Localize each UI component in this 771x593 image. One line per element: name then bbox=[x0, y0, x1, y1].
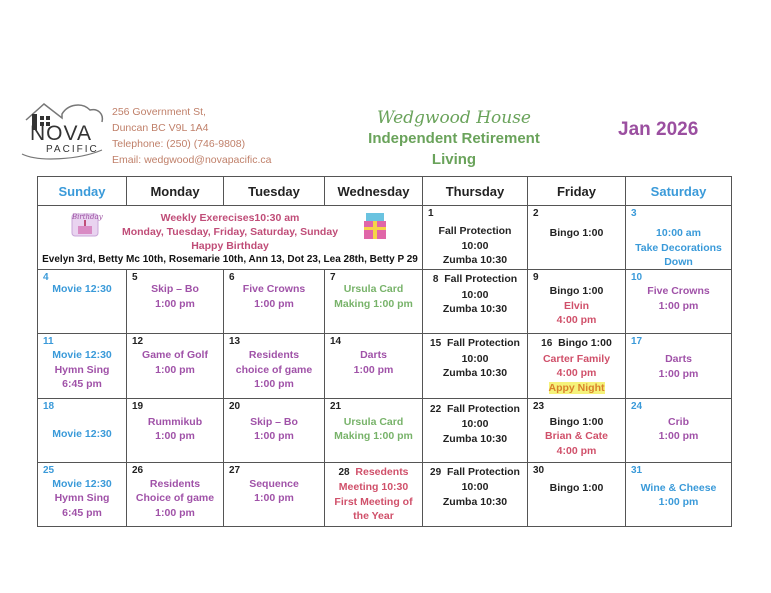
weekly-exercise-line2: Monday, Tuesday, Friday, Saturday, Sunday bbox=[121, 226, 339, 239]
event-line bbox=[423, 465, 527, 481]
email: Email: wedgwood@novapacific.ca bbox=[112, 154, 272, 166]
day-cell-27 bbox=[224, 462, 325, 526]
event-line: Movie 12:30 bbox=[52, 349, 112, 362]
day-number: 16 bbox=[541, 338, 553, 350]
day-number: 8 bbox=[432, 274, 439, 286]
event-line: Brian & Cate bbox=[544, 430, 608, 443]
event-line: Ursula Card bbox=[343, 283, 404, 296]
event-line: 1:00 pm bbox=[353, 363, 394, 376]
event-line: Zumba 10:30 bbox=[442, 303, 508, 316]
day-cell-2 bbox=[528, 206, 626, 270]
day-cell-23 bbox=[528, 398, 626, 462]
day-number: 3 bbox=[631, 208, 637, 220]
event-line: Elvin bbox=[563, 299, 590, 312]
header-friday: Friday bbox=[528, 177, 626, 206]
day-cell-11 bbox=[38, 334, 127, 398]
birthday-list: Evelyn 3rd, Betty Mc 10th, Rosemarie 10th, Ann 13, Dot 23, Lea 28th, Betty P 29 bbox=[42, 254, 418, 266]
event-line: Ursula Card bbox=[343, 415, 404, 428]
event-line: Meeting 10:30 bbox=[338, 481, 409, 494]
day-cell-8 bbox=[423, 270, 528, 334]
event-line: Making 1:00 pm bbox=[334, 430, 413, 443]
day-number: 19 bbox=[132, 400, 144, 412]
event-line: Making 1:00 pm bbox=[334, 297, 413, 310]
event-line: 1:00 pm bbox=[254, 378, 294, 391]
event-line: Zumba 10:30 bbox=[442, 432, 508, 445]
day-cell-5 bbox=[127, 270, 224, 334]
weekly-exercise-text bbox=[38, 211, 422, 253]
event-line: 1:00 pm bbox=[254, 297, 294, 310]
residence-name: Wedgwood House bbox=[376, 108, 531, 128]
event-line: Bingo 1:00 bbox=[549, 285, 604, 298]
day-cell-4 bbox=[38, 270, 127, 334]
header-thursday: Thursday bbox=[423, 177, 528, 206]
day-cell-20 bbox=[224, 398, 325, 462]
event-line: Zumba 10:30 bbox=[442, 254, 508, 267]
event-line: Bingo 1:00 bbox=[558, 337, 612, 350]
day-cell-3 bbox=[626, 206, 732, 270]
event-line: Fall Protection bbox=[447, 337, 520, 350]
event-line: Zumba 10:30 bbox=[442, 495, 508, 508]
event-line: Zumba 10:30 bbox=[442, 367, 508, 380]
event-line: Bingo 1:00 bbox=[549, 415, 604, 428]
day-number: 27 bbox=[229, 464, 241, 476]
event-line: Residents bbox=[248, 349, 300, 362]
day-cell-28 bbox=[325, 462, 423, 526]
day-number: 7 bbox=[330, 272, 336, 284]
day-number: 23 bbox=[533, 400, 545, 412]
event-line: 1:00 pm bbox=[254, 430, 294, 443]
contact-info bbox=[112, 104, 272, 168]
day-cell-24 bbox=[626, 398, 732, 462]
day-number: 24 bbox=[631, 400, 643, 412]
event-line: 10:00 bbox=[461, 481, 489, 494]
day-cell-18 bbox=[38, 398, 127, 462]
day-number: 9 bbox=[533, 272, 539, 284]
day-cell-15 bbox=[423, 334, 528, 398]
event-line: 6:45 pm bbox=[62, 506, 102, 519]
event-line bbox=[423, 402, 527, 418]
event-line: 10:00 bbox=[461, 239, 489, 252]
appy-night-highlight: Appy Night bbox=[548, 381, 605, 394]
event-line: Hymn Sing bbox=[54, 363, 110, 376]
event-line: 1:00 pm bbox=[155, 297, 195, 310]
event-line: 1:00 pm bbox=[155, 363, 195, 376]
event-line: 1:00 pm bbox=[658, 367, 699, 380]
event-line: 10:00 am bbox=[656, 227, 701, 240]
day-cell-1 bbox=[423, 206, 528, 270]
event-line: Darts bbox=[665, 353, 692, 366]
day-number: 31 bbox=[631, 464, 643, 476]
event-line: 1:00 pm bbox=[658, 496, 699, 509]
event-line: Take Decorations bbox=[635, 241, 722, 254]
day-cell-17 bbox=[626, 334, 732, 398]
event-line: Skip – Bo bbox=[250, 415, 298, 428]
day-number: 26 bbox=[132, 464, 144, 476]
event-line: Five Crowns bbox=[242, 283, 306, 296]
day-cell-30 bbox=[528, 462, 626, 526]
event-line: Hymn Sing bbox=[54, 492, 110, 505]
day-number: 29 bbox=[430, 466, 442, 478]
event-line: Movie 12:30 bbox=[52, 477, 112, 490]
event-line: 10:00 bbox=[461, 352, 489, 365]
address-line2: Duncan BC V9L 1A4 bbox=[112, 122, 209, 134]
event-line: Crib bbox=[668, 415, 689, 428]
residence-type-line2: Living bbox=[431, 151, 477, 168]
header-monday: Monday bbox=[127, 177, 224, 206]
event-line: 6:45 pm bbox=[62, 378, 102, 391]
day-number: 5 bbox=[132, 272, 138, 284]
address-line1: 256 Government St, bbox=[112, 106, 206, 118]
event-line: Sequence bbox=[249, 477, 299, 490]
birthday-icon-text: Birthday bbox=[72, 213, 103, 222]
event-line: Skip – Bo bbox=[151, 283, 199, 296]
day-number: 25 bbox=[43, 464, 55, 476]
residence-title bbox=[348, 108, 560, 170]
day-cell-16 bbox=[528, 334, 626, 398]
weekly-info-cell bbox=[38, 206, 423, 270]
day-cell-29 bbox=[423, 462, 528, 526]
event-line: Resedents bbox=[355, 465, 409, 478]
day-number: 21 bbox=[330, 400, 342, 412]
event-line: Residents bbox=[149, 477, 201, 490]
event-line bbox=[423, 272, 527, 288]
day-cell-12 bbox=[127, 334, 224, 398]
happy-birthday-label: Happy Birthday bbox=[191, 240, 269, 253]
day-number: 2 bbox=[533, 208, 539, 220]
day-number: 10 bbox=[631, 272, 643, 284]
event-line: Wine & Cheese bbox=[640, 481, 717, 494]
nova-pacific-logo bbox=[18, 92, 106, 162]
event-line: Game of Golf bbox=[142, 349, 208, 362]
day-number: 30 bbox=[533, 464, 545, 476]
header-wednesday: Wednesday bbox=[325, 177, 423, 206]
day-number: 15 bbox=[430, 338, 442, 350]
event-line bbox=[528, 381, 625, 396]
day-cell-13 bbox=[224, 334, 325, 398]
event-line: Five Crowns bbox=[647, 285, 710, 298]
event-line: Rummikub bbox=[147, 415, 203, 428]
day-number: 1 bbox=[428, 208, 434, 220]
event-line: Fall Protection bbox=[447, 465, 520, 478]
weekly-exercise-line1: Weekly Exerecises10:30 am bbox=[160, 212, 300, 225]
event-line: Bingo 1:00 bbox=[549, 227, 604, 240]
day-cell-14 bbox=[325, 334, 423, 398]
day-cell-22 bbox=[423, 398, 528, 462]
day-cell-26 bbox=[127, 462, 224, 526]
event-line: Fall Protection bbox=[444, 273, 518, 286]
event-line bbox=[423, 336, 527, 352]
day-number: 12 bbox=[132, 336, 144, 348]
month-title: Jan 2026 bbox=[618, 119, 699, 140]
event-line: 1:00 pm bbox=[658, 299, 699, 312]
event-line: Choice of game bbox=[135, 492, 215, 505]
event-line: Fall Protection bbox=[447, 402, 520, 415]
day-number: 18 bbox=[43, 400, 55, 412]
header-sunday: Sunday bbox=[38, 177, 127, 206]
day-number: 20 bbox=[229, 400, 241, 412]
event-line: 1:00 pm bbox=[658, 430, 699, 443]
day-number: 4 bbox=[43, 272, 49, 284]
event-line: Fall Protection bbox=[438, 225, 512, 238]
day-cell-7 bbox=[325, 270, 423, 334]
day-cell-9 bbox=[528, 270, 626, 334]
event-line: 10:00 bbox=[461, 288, 489, 301]
day-number: 14 bbox=[330, 336, 342, 348]
event-line: First Meeting of bbox=[334, 495, 413, 508]
event-line: Down bbox=[664, 256, 693, 269]
event-line: 4:00 pm bbox=[556, 444, 597, 457]
day-number: 13 bbox=[229, 336, 241, 348]
event-line bbox=[528, 336, 625, 352]
telephone: Telephone: (250) (746-9808) bbox=[112, 138, 246, 150]
header-tuesday: Tuesday bbox=[224, 177, 325, 206]
event-line: Bingo 1:00 bbox=[549, 481, 604, 494]
day-cell-31 bbox=[626, 462, 732, 526]
day-cell-19 bbox=[127, 398, 224, 462]
event-line: 1:00 pm bbox=[155, 506, 195, 519]
day-cell-6 bbox=[224, 270, 325, 334]
event-line: 1:00 pm bbox=[155, 430, 195, 443]
logo-sub: PACIFIC bbox=[46, 144, 99, 155]
event-line: 10:00 bbox=[461, 418, 489, 431]
day-cell-21 bbox=[325, 398, 423, 462]
event-line: Movie 12:30 bbox=[52, 427, 112, 440]
event-line: 4:00 pm bbox=[556, 314, 597, 327]
event-line: Carter Family bbox=[542, 352, 611, 365]
day-number: 22 bbox=[430, 403, 442, 415]
event-line: Darts bbox=[360, 349, 387, 362]
day-number: 28 bbox=[338, 466, 350, 478]
day-number: 17 bbox=[631, 336, 643, 348]
logo-name: NOVA bbox=[30, 122, 92, 145]
event-line: 4:00 pm bbox=[556, 367, 597, 380]
residence-type-line1: Independent Retirement bbox=[368, 130, 540, 147]
event-line: Movie 12:30 bbox=[52, 283, 112, 296]
event-line: 1:00 pm bbox=[254, 492, 294, 505]
event-line: choice of game bbox=[235, 363, 313, 376]
header-saturday: Saturday bbox=[626, 177, 732, 206]
calendar-grid bbox=[37, 176, 732, 527]
day-number: 6 bbox=[229, 272, 235, 284]
day-number: 11 bbox=[43, 336, 54, 348]
day-cell-25 bbox=[38, 462, 127, 526]
event-line bbox=[325, 465, 422, 481]
day-cell-10 bbox=[626, 270, 732, 334]
event-line: the Year bbox=[353, 510, 394, 523]
